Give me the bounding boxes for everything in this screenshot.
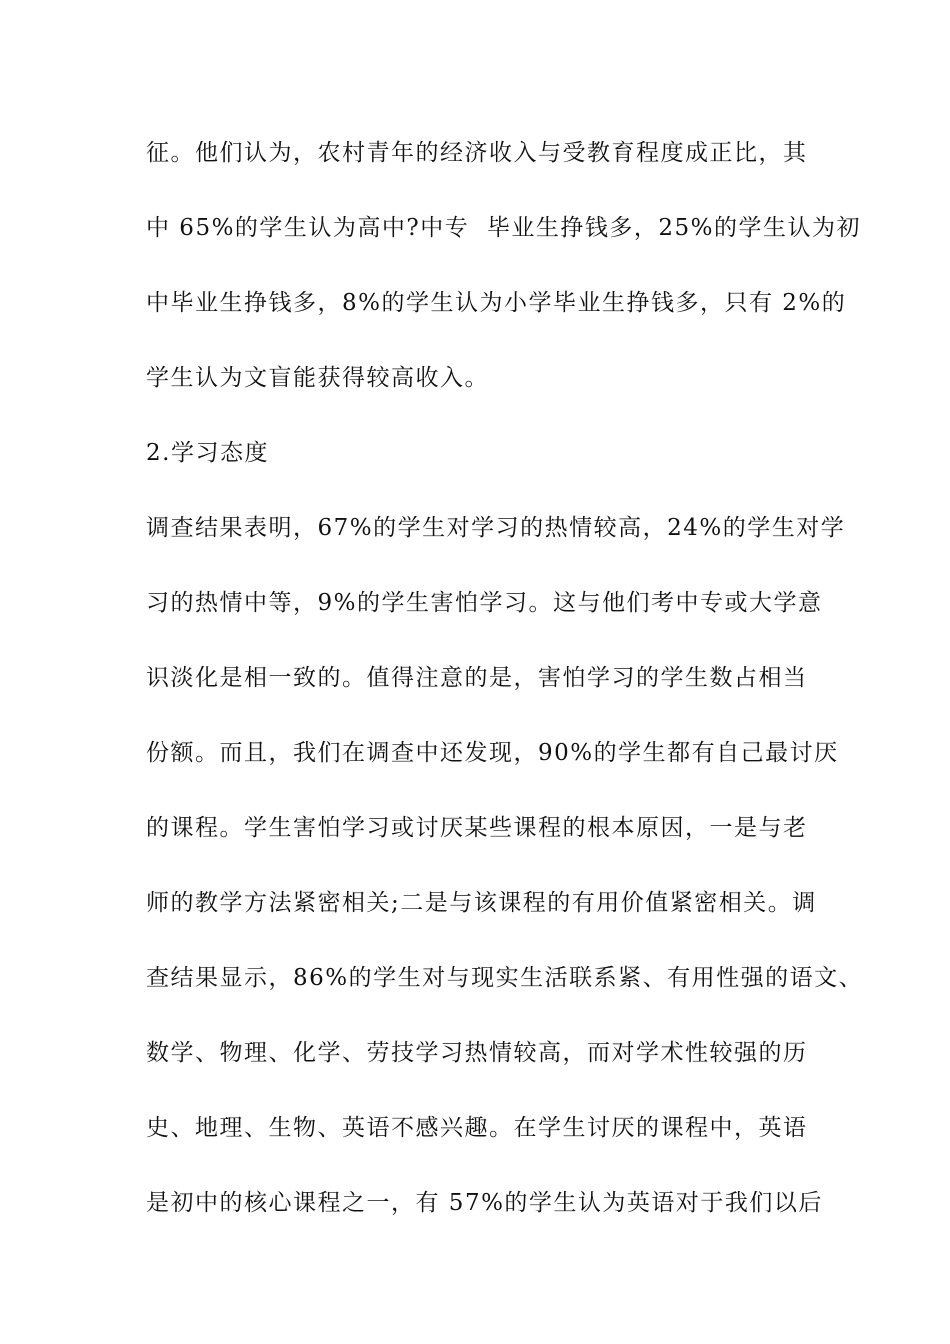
paragraph-line: 调查结果表明，67%的学生对学习的热情较高，24%的学生对学 xyxy=(146,515,846,541)
paragraph-line: 查结果显示，86%的学生对与现实生活联系紧、有用性强的语文、 xyxy=(146,965,864,991)
section-heading: 2.学习态度 xyxy=(146,440,269,466)
paragraph-line: 征。他们认为，农村青年的经济收入与受教育程度成正比，其 xyxy=(146,140,808,166)
paragraph-line: 识淡化是相一致的。值得注意的是，害怕学习的学生数占相当 xyxy=(146,665,808,691)
body-text xyxy=(146,127,864,1252)
paragraph-line: 的课程。学生害怕学习或讨厌某些课程的根本原因，一是与老 xyxy=(146,815,808,841)
paragraph-line: 中毕业生挣钱多，8%的学生认为小学毕业生挣钱多，只有 2%的 xyxy=(146,290,847,316)
paragraph-line: 是初中的核心课程之一，有 57%的学生认为英语对于我们以后 xyxy=(146,1190,823,1216)
paragraph-line: 份额。而且，我们在调查中还发现，90%的学生都有自己最讨厌 xyxy=(146,740,839,766)
paragraph-line: 学生认为文盲能获得较高收入。 xyxy=(146,365,489,391)
paragraph-line: 习的热情中等，9%的学生害怕学习。这与他们考中专或大学意 xyxy=(146,590,823,616)
paragraph-line: 中 65%的学生认为高中?中专 毕业生挣钱多，25%的学生认为初 xyxy=(146,215,862,241)
paragraph-line: 史、地理、生物、英语不感兴趣。在学生讨厌的课程中，英语 xyxy=(146,1115,808,1141)
paragraph-line: 师的教学方法紧密相关;二是与该课程的有用价值紧密相关。调 xyxy=(146,890,817,916)
paragraph-line: 数学、物理、化学、劳技学习热情较高，而对学术性较强的历 xyxy=(146,1040,808,1066)
